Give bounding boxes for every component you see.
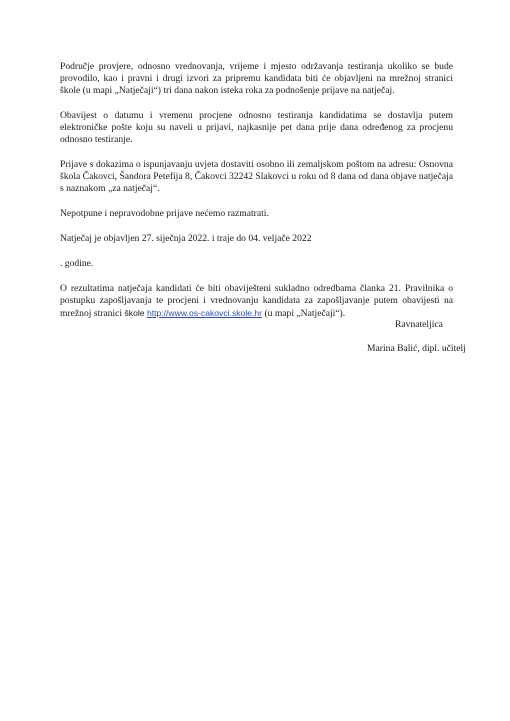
school-website-link[interactable]: http://www.os-cakovci.skole.hr [146,308,263,318]
paragraph-year-suffix: . godine. [60,258,94,269]
results-school-word: škole [124,308,145,318]
results-text-before: O rezultatima natječaja kandidati će biti obaviješteni sukladno odredbama članka 21. Pravilnika o postupku zapošljavanja te procjeni i vrednovanju kandidata za zapošljavanje putem obavijesti na mrežnoj stranici [60,283,453,319]
paragraph-incomplete: Nepotpune i nepravodobne prijave nećemo razmatrati. [60,208,269,219]
paragraph-notification: Obavijest o datumu i vremenu procjene odnosno testiranja kandidatima se dostavlja putem elektroničke pošte koju su naveli u prijavi, najkasnije pet dana prije dana određenog za procjenu odnosno testiranje. [60,110,453,145]
signature-title: Ravnateljica [395,319,443,330]
paragraph-results [60,283,453,320]
paragraph-submission: Prijave s dokazima o ispunjavanju uvjeta dostaviti osobno ili zemaljskom poštom na adresu: Osnovna škola Čakovci, Šandora Petefija 8, Čakovci 32242 Slakovci u roku od 8 dana od dana objave natječaja s naznakom „za natječaj“. [60,159,453,194]
paragraph-testing-info: Područje provjere, odnosno vrednovanja, vrijeme i mjesto održavanja testiranja ukoliko se bude provodilo, kao i pravni i drugi izvori za pripremu kandidata biti će objavljeni na mrežnoj stranici škole (u mapi „Natječaji“) tri dana nakon isteka roka za podnošenje prijave na natječaj. [60,61,453,96]
paragraph-published-date: Natječaj je objavljen 27. siječnja 2022. i traje do 04. veljače 2022 [60,233,312,244]
document-body [60,61,453,333]
signature-name: Marina Balić, dipl. učitelj [367,343,466,354]
results-text-after: (u mapi „Natječaji“). [262,308,346,319]
